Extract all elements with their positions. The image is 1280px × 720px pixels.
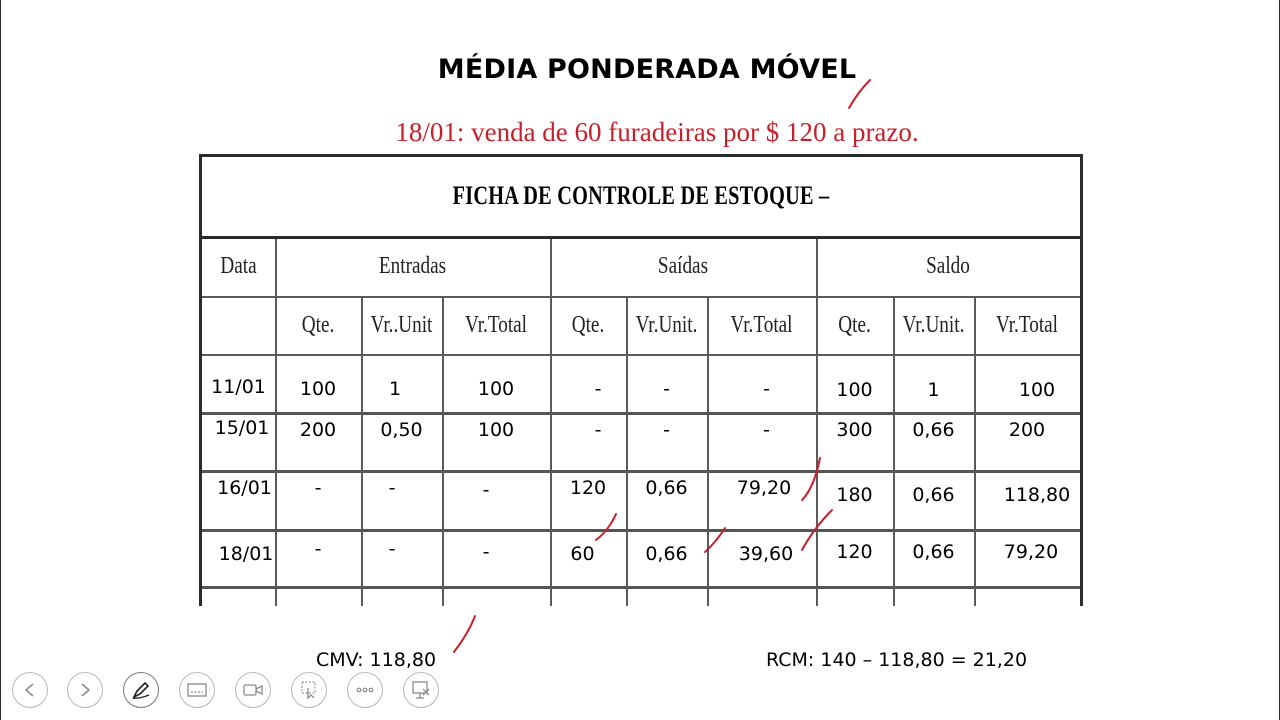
row-4-entradas-qte: - [314,538,322,560]
row-1-data: 11/01 [211,376,266,398]
cmv-note: CMV: 118,80 [316,649,437,671]
col-divider-s2 [707,296,709,606]
row-2-saldo-vrunit: 0,66 [912,419,955,441]
camera-button[interactable] [235,672,271,708]
row-4-saldo-qte: 120 [836,541,873,563]
row-2-saidas-vrunit: - [663,419,670,441]
row-4-saldo-vrunit: 0,66 [912,541,955,563]
row-1-entradas-qte: 100 [299,378,337,400]
row-divider-2 [202,470,1080,473]
slides-view-button[interactable] [179,672,215,708]
presenter-view-button[interactable] [403,672,439,708]
row-3-saldo-qte: 180 [836,484,873,506]
subheader-saidas-vrunit: Vr.Unit. [635,312,698,338]
subheader-saldo-qte: Qte. [838,312,871,338]
row-2-entradas-qte: 200 [299,419,337,441]
row-2-entradas-vrunit: 0,50 [380,419,423,441]
row-4-saidas-vrunit: 0,66 [645,543,688,565]
sheet-title-row [202,157,1080,239]
row-4-saidas-qte: 60 [570,543,595,565]
row-3-entradas-vrtotal: - [482,479,490,501]
row-3-saldo-vrtotal: 118,80 [1003,484,1071,506]
header-saidas: Saídas [657,253,709,279]
row-3-entradas-qte: - [314,477,322,499]
row-4-entradas-vrtotal: - [482,541,490,563]
row-3-saidas-vrtotal: 79,20 [736,477,792,499]
video-camera-icon [243,682,263,698]
row-1-saidas-qte: - [594,378,602,400]
subheader-saidas-qte: Qte. [571,312,605,338]
row-2-data: 15/01 [214,417,270,439]
slide-edge-left [0,0,1,720]
next-slide-button[interactable] [67,672,103,708]
more-options-button[interactable] [347,672,383,708]
row-divider-4 [202,586,1080,589]
pen-tool-button[interactable] [123,672,159,708]
row-2-saidas-vrtotal: - [763,419,770,441]
row-2-saidas-qte: - [594,419,602,441]
subheader-entradas-vrunit: Vr..Unit [370,312,433,338]
row-1-saidas-vrtotal: - [763,378,770,400]
slide-title: MÉDIA PONDERADA MÓVEL [437,54,857,85]
header-entradas: Entradas [378,253,447,279]
row-1-saldo-vrtotal: 100 [1018,379,1056,401]
row-1-saldo-vrunit: 1 [927,379,940,401]
rcm-note: RCM: 140 – 118,80 = 21,20 [766,649,1028,671]
row-4-saidas-vrtotal: 39,60 [738,543,794,565]
presenter-icon [410,679,432,701]
row-divider-3 [202,529,1080,532]
row-3-entradas-vrunit: - [388,477,396,499]
subheader-entradas-vrtotal: Vr.Total [464,312,528,338]
ink-check-cmv [454,616,475,652]
row-1-saidas-vrunit: - [663,378,670,400]
row-3-saidas-vrunit: 0,66 [645,477,688,499]
pointer-options-button[interactable] [291,672,327,708]
row-2-saldo-vrtotal: 200 [1008,419,1046,441]
pointer-icon [299,680,319,700]
row-4-saldo-vrtotal: 79,20 [1003,541,1059,563]
slide-subtitle: 18/01: venda de 60 furadeiras por $ 120 a prazo. [395,117,919,147]
row-1-saldo-qte: 100 [836,379,873,401]
arrow-left-icon [23,683,37,697]
subheader-divider [202,354,1080,356]
arrow-right-icon [78,683,92,697]
row-divider-1 [202,412,1080,415]
row-3-data: 16/01 [217,477,272,499]
row-2-entradas-vrtotal: 100 [477,419,515,441]
row-2-saldo-qte: 300 [836,419,873,441]
slides-icon [187,682,207,698]
subheader-saldo-vrtotal: Vr.Total [995,312,1059,338]
row-3-saidas-qte: 120 [569,477,607,499]
subheader-entradas-qte: Qte. [301,312,335,338]
header-divider [202,296,1080,298]
previous-slide-button[interactable] [12,672,48,708]
row-1-entradas-vrunit: 1 [388,378,402,400]
header-saldo: Saldo [926,253,970,279]
subheader-saldo-vrunit: Vr.Unit. [902,312,965,338]
row-3-saldo-vrunit: 0,66 [912,484,955,506]
more-icon [355,686,375,694]
stock-control-sheet [199,154,1083,606]
sheet-title: FICHA DE CONTROLE DE ESTOQUE – [452,181,830,210]
row-1-entradas-vrtotal: 100 [477,378,515,400]
row-4-data: 18/01 [218,543,274,565]
row-4-entradas-vrunit: - [388,538,396,560]
pen-icon [130,679,152,701]
subheader-saidas-vrtotal: Vr.Total [730,312,793,338]
header-data: Data [220,253,257,279]
